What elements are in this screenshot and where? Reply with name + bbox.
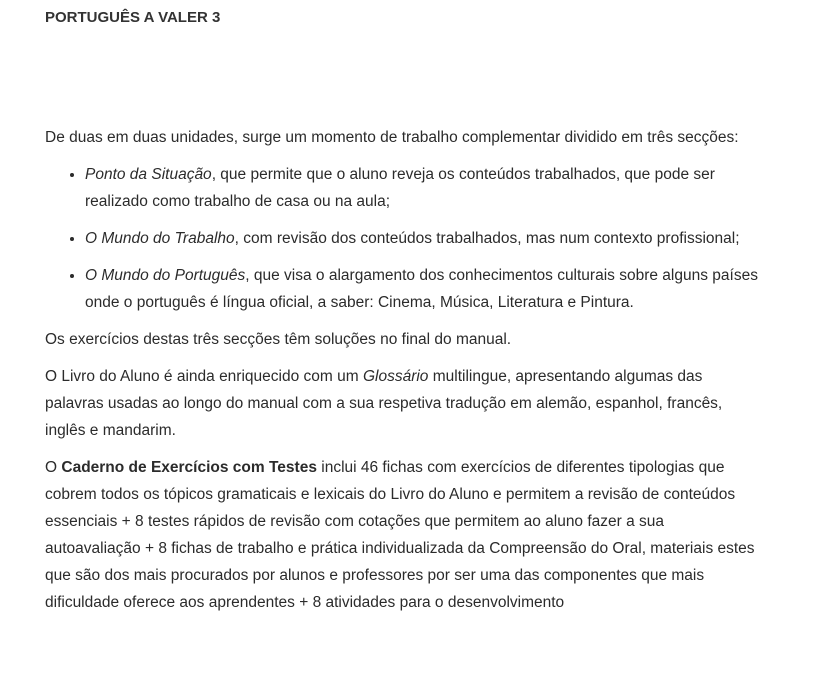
list-item bbox=[85, 262, 760, 316]
workbook-text-after: inclui 46 fichas com exercícios de diferentes tipologias que cobrem todos os tópicos gramaticais e lexicais do Livro do Aluno e permitem a revisão de conteúdos essenciais + 8 testes rápidos de revisão com cotações que permitem ao aluno fazer a sua autoavaliação + 8 fichas de trabalho e prática individualizada da Compreensão do Oral, materiais estes que são dos mais procurados por alunos e professores por ser uma das componentes que mais dificuldade oferece aos aprendentes + 8 atividades para o desenvolvimento bbox=[45, 459, 755, 611]
list-item bbox=[85, 225, 760, 252]
section-description: , que permite que o aluno reveja os conteúdos trabalhados, que pode ser realizado como trabalho de casa ou na aula; bbox=[85, 166, 715, 210]
workbook-paragraph bbox=[45, 454, 760, 616]
section-description: , com revisão dos conteúdos trabalhados, mas num contexto profissional; bbox=[234, 230, 740, 247]
section-name: O Mundo do Português bbox=[85, 267, 246, 284]
workbook-name: Caderno de Exercícios com Testes bbox=[61, 459, 317, 476]
solutions-paragraph: Os exercícios destas três secções têm soluções no final do manual. bbox=[45, 331, 512, 348]
glossary-term: Glossário bbox=[362, 368, 429, 385]
section-name: Ponto da Situação bbox=[85, 166, 212, 183]
page-title: PORTUGUÊS A VALER 3 bbox=[45, 9, 221, 26]
sections-list bbox=[45, 161, 760, 316]
glossary-text-after: multilingue, apresentando algumas das palavras usadas ao longo do manual com a sua respetiva tradução em alemão, espanhol, francês, inglês e mandarim. bbox=[45, 368, 723, 439]
section-name: O Mundo do Trabalho bbox=[85, 230, 235, 247]
glossary-text-before: O Livro do Aluno é ainda enriquecido com um bbox=[45, 368, 363, 385]
intro-paragraph: De duas em duas unidades, surge um momento de trabalho complementar dividido em três secções: bbox=[45, 129, 739, 146]
list-item bbox=[85, 161, 760, 215]
section-description: , que visa o alargamento dos conhecimentos culturais sobre alguns países onde o português é língua oficial, a saber: Cinema, Música, Literatura e Pintura. bbox=[85, 267, 758, 311]
glossary-paragraph bbox=[45, 363, 760, 444]
workbook-text-before: O bbox=[45, 459, 62, 476]
